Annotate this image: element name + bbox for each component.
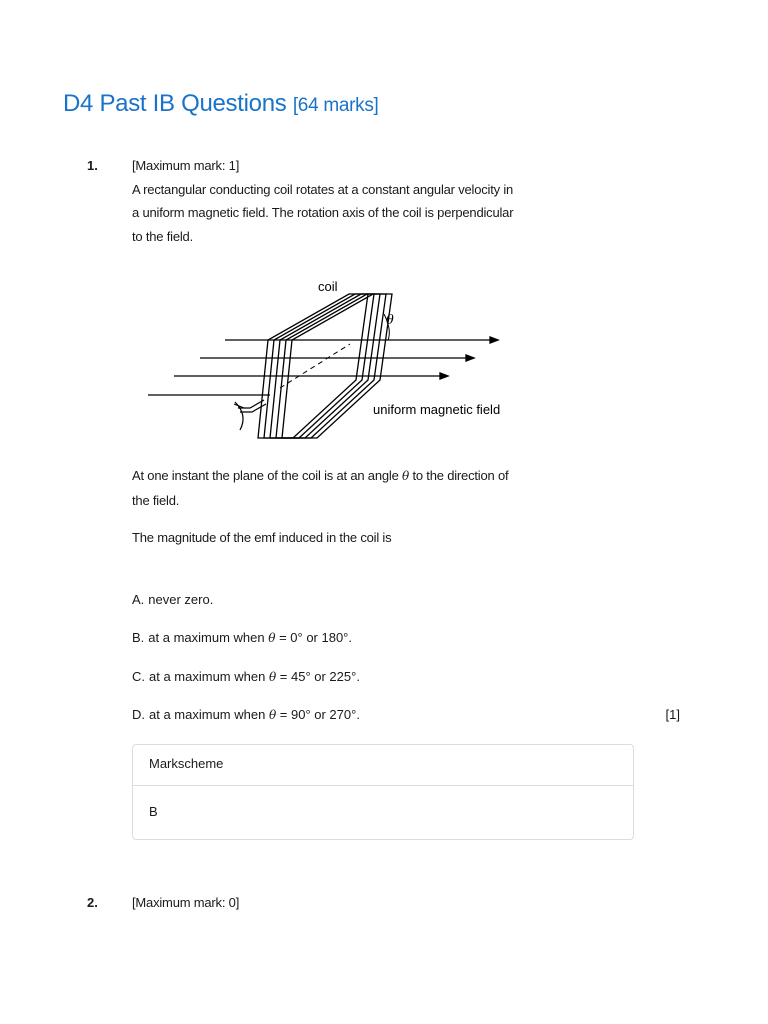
instant-text-pre: At one instant the plane of the coil is at an angle [132,468,403,483]
option-a [132,592,213,607]
question-1-intro-line: a uniform magnetic field. The rotation axis of the coil is perpendicular [132,205,514,220]
theta-symbol: θ [402,469,410,483]
theta-symbol: θ [268,631,276,645]
field-arrowhead [490,337,498,343]
question-1-number: 1. [87,158,98,173]
option-text: at a maximum when [149,707,269,722]
option-b [132,630,352,645]
markscheme-panel[interactable] [132,744,634,840]
markscheme-answer: B [149,804,158,819]
question-1-intro-line: A rectangular conducting coil rotates at a constant angular velocity in [132,181,514,197]
question-1-marks: [1] [665,707,680,722]
instant-text-line2: the field. [132,492,180,508]
option-text: at a maximum when [148,630,269,645]
question-2-max-mark: [Maximum mark: 0] [132,895,240,910]
option-letter: A. [132,592,145,607]
coil-loops [258,294,392,438]
option-text: never zero. [148,592,214,607]
markscheme-header[interactable]: Markscheme [133,745,633,786]
field-arrowhead [466,355,474,361]
question-1-intro-line: to the field. [132,228,193,244]
option-letter: D. [132,707,145,722]
page-title [63,90,379,118]
instant-text-post: to the direction of [409,468,509,483]
option-letter: C. [132,669,145,684]
question-2-text [132,891,239,915]
theta-label: θ [386,313,394,328]
field-arrowhead [440,373,448,379]
total-marks: [64 marks] [292,95,379,116]
option-text: = 45° or 225°. [276,669,360,684]
page-title-text: D4 Past IB Questions [63,90,287,117]
field-label: uniform magnetic field [373,402,501,417]
option-c [132,669,360,684]
option-letter: B. [132,630,145,645]
theta-symbol: θ [268,708,277,722]
question-1-text [132,154,513,248]
question-2-number: 2. [87,895,98,910]
coil-label: coil [318,279,338,294]
theta-symbol: θ [268,670,277,684]
question-1-max-mark: [Maximum mark: 1] [132,158,240,173]
option-text: = 0° or 180°. [275,630,352,645]
question-1-instant [132,464,508,512]
question-1-stem [132,526,391,550]
option-text: = 90° or 270°. [276,707,360,722]
coil-diagram [140,270,530,455]
option-d [132,707,360,722]
option-text: at a maximum when [149,669,269,684]
question-stem-text: The magnitude of the emf induced in the coil is [132,530,392,545]
coil-diagram-svg [140,270,530,450]
